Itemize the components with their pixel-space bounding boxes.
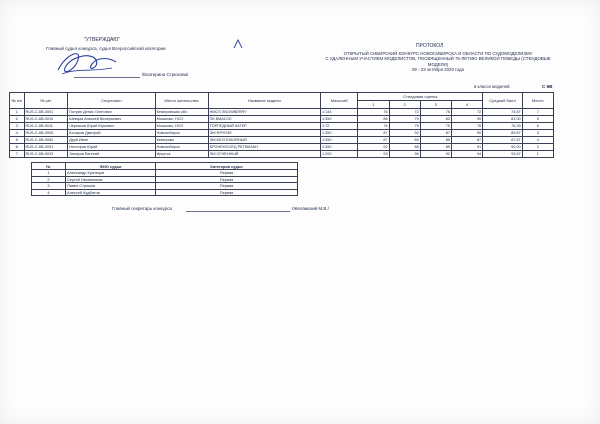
cell-s1: 86 (358, 116, 389, 123)
cell-reg: RUS-С-6B-0001 (24, 109, 68, 116)
cell-residence: Мошково, НСО (155, 116, 208, 123)
results-table (9, 92, 554, 158)
cell-s1: 76 (358, 109, 389, 116)
judge-cell-num: 3 (32, 183, 66, 190)
cell-s2: 96 (389, 151, 420, 158)
table-row (32, 183, 298, 190)
cell-s4: 76 (451, 123, 482, 130)
cell-s3: 92 (420, 151, 451, 158)
cell-model: ЭМ ОГНЕННЫЙ (208, 151, 320, 158)
signature-scribble-icon (52, 46, 122, 80)
col-judge-category: Категория судьи (156, 163, 298, 170)
cell-residence: Кемеровская обл. (155, 109, 208, 116)
cell-model: ЭМ ФРУНЗЕ (208, 130, 320, 137)
secretary-signature-line (186, 211, 290, 212)
cell-s3: 89 (420, 144, 451, 151)
cell-s3: 87 (420, 130, 451, 137)
cell-scale: 1:350 (320, 116, 357, 123)
cell-athlete: Друй Иван (68, 137, 155, 144)
judge-cell-name: Алексей Кудбатов (66, 189, 156, 196)
cell-place: 3 (522, 130, 553, 137)
judges-body (32, 170, 298, 196)
cell-athlete: Бочаров Дмитрий (68, 130, 155, 137)
cell-reg: RUS-С-6B-0010 (24, 116, 68, 123)
cell-s4: 94 (451, 151, 482, 158)
cell-place: 6 (522, 123, 553, 130)
judges-table (31, 162, 298, 196)
cell-s4: 91 (451, 144, 482, 151)
cell-s4: 72 (451, 109, 482, 116)
results-body (10, 109, 554, 158)
table-row (10, 123, 554, 130)
class-info: в классе моделей (474, 84, 510, 89)
cell-avg: 90,00 (483, 144, 523, 151)
cell-s2: 79 (389, 116, 420, 123)
secretary-name: /Желамский М.В./ (292, 206, 329, 211)
judge-cell-category: Первая (156, 170, 298, 177)
cell-s1: 93 (358, 151, 389, 158)
chief-judge-name: /Екатерина Стрюкова/ (142, 72, 189, 77)
cell-s2: 75 (389, 123, 420, 130)
cell-num: 4 (10, 130, 25, 137)
cell-s1: 87 (358, 130, 389, 137)
col-scale: Масштаб (320, 93, 357, 109)
protocol-line-1: ОТКРЫТЫЙ СИБИРСКИЙ КОНКУРС НОВОСИБИРСКА И ОБЛАСТИ ПО СУДОМОДЕЛИЗМУ (343, 51, 533, 56)
cell-model: ЭМ БЕСПОКОЙНЫЙ (208, 137, 320, 144)
table-row (32, 189, 298, 196)
cell-place: 1 (522, 151, 553, 158)
cell-s3: 83 (420, 116, 451, 123)
cell-s2: 72 (389, 109, 420, 116)
judge-cell-category: Первая (156, 189, 298, 196)
secretary-title: Главный секретарь конкурса (112, 206, 172, 211)
ink-mark-icon (232, 38, 244, 50)
judge-cell-category: Первая (156, 176, 298, 183)
cell-s3: 76 (420, 109, 451, 116)
cell-place: 4 (522, 137, 553, 144)
cell-model: ПК ВМАССЕ (208, 116, 320, 123)
cell-scale: 1:72 (320, 123, 357, 130)
table-row (10, 109, 554, 116)
cell-s2: 88 (389, 144, 420, 151)
cell-s3: 75 (420, 123, 451, 130)
col-residence: Место жительства (155, 93, 208, 109)
col-reg: № рег (24, 93, 68, 109)
cell-place: 2 (522, 144, 553, 151)
judge-cell-num: 2 (32, 176, 66, 183)
cell-s1: 76 (358, 123, 389, 130)
table-row (10, 137, 554, 144)
cell-s4: 90 (451, 116, 482, 123)
col-judge-4: 4 (451, 101, 482, 109)
cell-residence: Иркутск (155, 151, 208, 158)
col-avg: Средний балл (483, 93, 523, 109)
judges-header-row (32, 163, 298, 170)
col-judge-3: 3 (420, 101, 451, 109)
cell-s2: 92 (389, 130, 420, 137)
cell-athlete: Черкасов Юрий Юрьевич (68, 123, 155, 130)
table-row (32, 176, 298, 183)
cell-model: ТОРПЕДНЫЙ КАТЕР (208, 123, 320, 130)
protocol-line-2: С УДАЛЕННЫМ УЧАСТИЕМ МОДЕЛИСТОВ, ПОСВЯЩЕННЫЙ 75-ЛЕТИЮ ВЕЛИКОЙ ПОБЕДЫ (СТЕНДОВЫЕ (325, 56, 551, 62)
cell-scale: 1:350 (320, 144, 357, 151)
cell-avg: 89,67 (483, 130, 523, 137)
protocol-line-3: МОДЕЛИ) (427, 61, 449, 67)
results-header-row (10, 93, 554, 101)
cell-residence: Новосибирск (155, 144, 208, 151)
judge-cell-category: Первая (156, 183, 298, 190)
judge-cell-num: 1 (32, 170, 66, 177)
col-judge-1: 1 (358, 101, 389, 109)
table-row (10, 130, 554, 137)
cell-residence: Новосибирск (155, 130, 208, 137)
col-judge-2: 2 (389, 101, 420, 109)
table-row (32, 170, 298, 177)
col-judge-name: ФИО судьи (66, 163, 156, 170)
approve-label: "УТВЕРЖДАЮ" (84, 37, 121, 43)
cell-model: HMCS SNOWBERRY (208, 109, 320, 116)
protocol-heading: ПРОТОКОЛ (416, 43, 444, 49)
cell-scale: 1:144 (320, 109, 357, 116)
col-num: № п/п (10, 93, 25, 109)
cell-athlete: Шевцов Алексей Валерьевич (68, 116, 155, 123)
cell-residence: Мошково, НСО (155, 123, 208, 130)
cell-residence: Кемерово (155, 137, 208, 144)
cell-reg: RUS-С-6B-0011 (24, 123, 68, 130)
cell-scale: 1:200 (320, 151, 357, 158)
cell-s1: 87 (358, 137, 389, 144)
protocol-subtitle (286, 51, 590, 73)
class-code: С 6B (542, 84, 553, 89)
cell-avg: 74,67 (483, 109, 523, 116)
cell-num: 5 (10, 137, 25, 144)
cell-model: БРОНЕНОСЕЦ РЕТВИЗАН (208, 144, 320, 151)
col-place: Место (522, 93, 553, 109)
cell-avg: 83,00 (483, 116, 523, 123)
cell-reg: RUS-С-6B-0033 (24, 151, 68, 158)
cell-athlete: Потрин Денис Олегович (68, 109, 155, 116)
judge-cell-name: Александр Кузнецов (66, 170, 156, 177)
cell-avg: 76,33 (483, 123, 523, 130)
cell-s1: 92 (358, 144, 389, 151)
col-judge-scores: Стендовая оценка (358, 93, 483, 101)
cell-place: 7 (522, 109, 553, 116)
cell-s3: 86 (420, 137, 451, 144)
cell-s4: 87 (451, 137, 482, 144)
judge-cell-name: Павел Стрюков (66, 183, 156, 190)
table-row (10, 151, 554, 158)
cell-scale: 1:350 (320, 130, 357, 137)
cell-s4: 90 (451, 130, 482, 137)
cell-num: 3 (10, 123, 25, 130)
cell-reg: RUS-С-6B-0005 (24, 130, 68, 137)
cell-num: 2 (10, 116, 25, 123)
table-row (10, 144, 554, 151)
judge-cell-num: 4 (32, 189, 66, 196)
protocol-dates: 09 - 23 октября 2020 года (411, 67, 465, 73)
cell-athlete: Нестеров Юрий (68, 144, 155, 151)
cell-scale: 1:350 (320, 137, 357, 144)
col-athlete: Спортсмен (68, 93, 155, 109)
cell-num: 6 (10, 144, 25, 151)
cell-reg: RUS-С-6B-0052 (24, 137, 68, 144)
chief-judge-title: Главный судья конкурса, судья Всероссийской категории (46, 46, 166, 51)
cell-avg: 87,67 (483, 137, 523, 144)
cell-s2: 89 (389, 137, 420, 144)
cell-num: 1 (10, 109, 25, 116)
col-model: Название модели (208, 93, 320, 109)
cell-place: 5 (522, 116, 553, 123)
cell-reg: RUS-С-6B-0031 (24, 144, 68, 151)
cell-num: 7 (10, 151, 25, 158)
cell-athlete: Захаров Евгений (68, 151, 155, 158)
cell-avg: 93,67 (483, 151, 523, 158)
judge-cell-name: Сергей Овсянников (66, 176, 156, 183)
col-judge-num: № (32, 163, 66, 170)
table-row (10, 116, 554, 123)
